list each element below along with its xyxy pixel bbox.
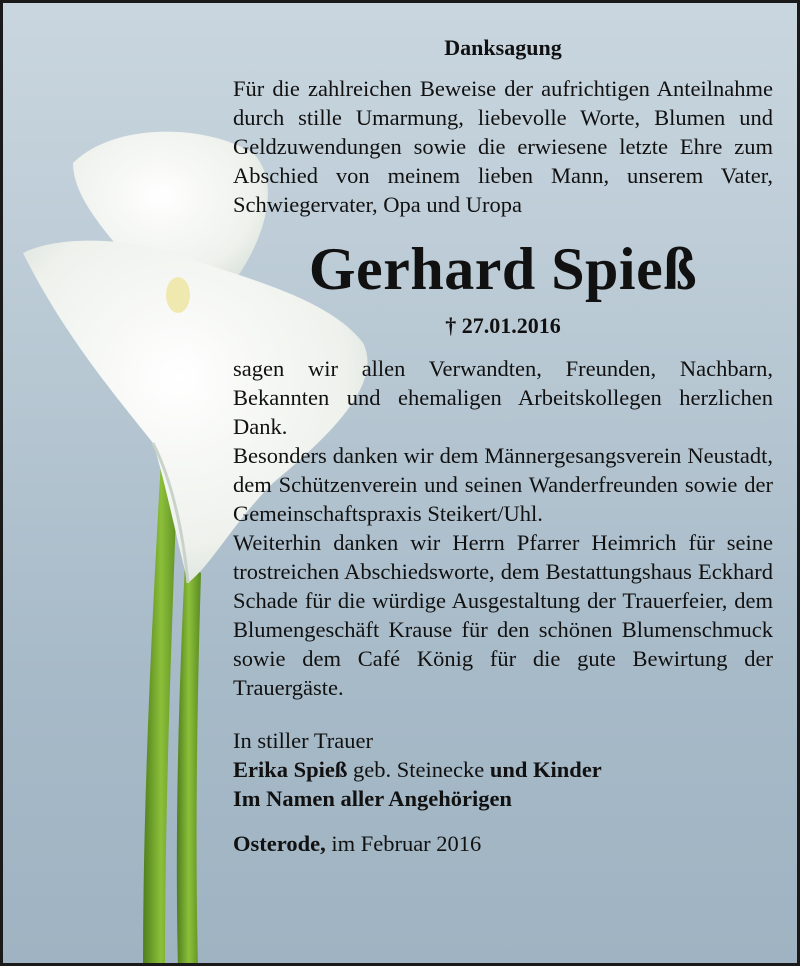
signature-block <box>233 726 773 813</box>
stem-right <box>177 563 201 966</box>
thanks-paragraph-1: sagen wir allen Verwandten, Freunden, Nachbarn, Bekannten und ehemaligen Arbeitskollegen herzlichen Dank. <box>233 356 773 439</box>
intro-paragraph: Für die zahlreichen Beweise der aufrichtigen Anteilnahme durch stille Umarmung, liebevolle Worte, Blumen und Geldzuwendungen sowie die erwiesene letzte Ehre zum Abschied von meinem lieben Mann, unserem Vater, Schwiegervater, Opa und Uropa <box>233 76 773 217</box>
place: Osterode, <box>233 831 326 856</box>
relatives-line: Im Namen aller Angehörigen <box>233 786 512 811</box>
lily-spadix <box>166 277 190 313</box>
mourner-name: Erika Spieß <box>233 757 348 782</box>
signature-line1: In stiller Trauer <box>233 728 373 753</box>
signature-mourners <box>233 755 773 784</box>
death-date: † 27.01.2016 <box>445 313 561 338</box>
thanks-paragraph-2: Besonders danken wir dem Männergesangsverein Neustadt, dem Schützenverein und seinen Wanderfreunden sowie der Gemeinschaftspraxis Steikert/Uhl. <box>233 443 773 526</box>
thanks-paragraph-3: Weiterhin danken wir Herrn Pfarrer Heimrich für seine trostreichen Abschiedsworte, dem Bestattungshaus Eckhard Schade für die würdige Ausgestaltung der Trauerfeier, dem Blumengeschäft Krause für den schönen Blumenschmuck sowie dem Café König für die gute Bewirtung der Trauergäste. <box>233 530 773 700</box>
place-date-line <box>233 829 773 858</box>
heading: Danksagung <box>444 35 562 60</box>
mourner-birthname: geb. Steinecke <box>353 757 485 782</box>
and-children: und Kinder <box>489 757 602 782</box>
date: im Februar 2016 <box>331 831 482 856</box>
deceased-name: Gerhard Spieß <box>308 236 698 302</box>
obituary-text <box>233 33 773 858</box>
